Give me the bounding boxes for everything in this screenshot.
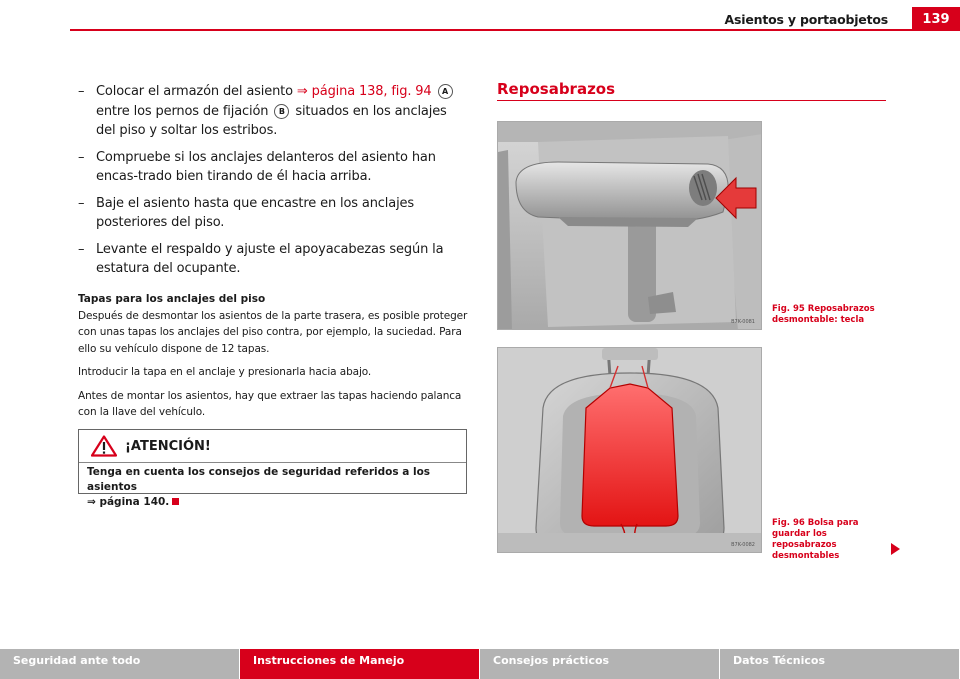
step-dash: –: [78, 241, 85, 257]
step-dash: –: [78, 195, 85, 211]
step-item: [78, 82, 468, 141]
footer-nav: [0, 649, 960, 679]
warning-header: [79, 430, 466, 463]
marker-a: A: [438, 84, 453, 99]
end-marker-icon: [172, 498, 179, 505]
warning-body: [79, 463, 466, 512]
section-rule: [497, 100, 886, 101]
caption-line: desmontable: tecla: [772, 315, 865, 325]
step-item: [78, 240, 468, 279]
footer-tab-consejos[interactable]: Consejos prácticos: [480, 649, 720, 679]
figure-armrest-button: [497, 121, 762, 330]
figure-caption: [772, 304, 892, 326]
page-reference-link[interactable]: ⇒ página 138, fig. 94: [296, 84, 432, 99]
page-header-title: Asientos y portaobjetos: [724, 12, 888, 27]
step-item: [78, 194, 468, 233]
paragraph: Antes de montar los asientos, hay que extraer las tapas haciendo palanca con la llave del vehículo.: [78, 389, 462, 418]
step-text-part: Colocar el armazón del asiento: [96, 84, 297, 99]
step-text: Baje el asiento hasta que encastre en los anclajes posteriores del piso.: [96, 195, 415, 230]
warning-text: Tenga en cuenta los consejos de seguridad referidos a los asientos: [87, 466, 431, 493]
step-text: Levante el respaldo y ajuste el apoyacabezas según la estatura del ocupante.: [96, 241, 444, 276]
warning-box: [78, 429, 467, 508]
caption-line: guardar los reposabrazos: [772, 529, 837, 550]
figure-code: B7K-0081: [731, 319, 755, 325]
warning-title: ¡ATENCIÓN!: [125, 438, 211, 454]
caption-line: Fig. 96 Bolsa para: [772, 518, 859, 528]
step-item: [78, 148, 468, 187]
step-dash: –: [78, 149, 85, 165]
subheading: Tapas para los anclajes del piso: [78, 292, 266, 305]
page-number-badge: 139: [912, 7, 960, 31]
step-text-part: entre los pernos de fijación: [96, 103, 273, 119]
step-text: Compruebe si los anclajes delanteros del asiento han encas-trado bien tirando de él hacia arriba.: [96, 149, 436, 184]
caption-line: Fig. 95 Reposabrazos: [772, 304, 875, 314]
footer-tab-datos[interactable]: Datos Técnicos: [720, 649, 960, 679]
step-text: [96, 82, 468, 141]
step-text-part: situados en los anclajes del piso y soltar los estribos.: [96, 103, 447, 138]
marker-b: B: [274, 104, 289, 119]
armrest-illustration: [498, 122, 762, 330]
footer-tab-seguridad[interactable]: Seguridad ante todo: [0, 649, 240, 679]
next-page-arrow-icon[interactable]: [891, 543, 900, 555]
footer-tab-instrucciones[interactable]: Instrucciones de Manejo: [240, 649, 480, 679]
paragraph: Introducir la tapa en el anclaje y presionarla hacia abajo.: [78, 366, 372, 378]
figure-armrest-bag: [497, 347, 762, 553]
paragraph: Después de desmontar los asientos de la parte trasera, es posible proteger con unas tapas los anclajes del piso contra, por ejemplo, la suciedad. Para ello su vehículo dispone de 12 tapas.: [78, 309, 468, 355]
figure-code: B7K-0082: [731, 542, 755, 548]
step-dash: –: [78, 84, 85, 99]
caption-line: desmontables: [772, 551, 840, 561]
header-rule: [70, 29, 960, 31]
left-column: [78, 82, 468, 428]
warning-page-reference[interactable]: ⇒ página 140.: [87, 496, 170, 508]
figure-caption: [772, 518, 892, 562]
section-title: Reposabrazos: [497, 80, 616, 98]
seat-bag-illustration: [498, 348, 762, 553]
warning-triangle-icon: [91, 435, 117, 457]
